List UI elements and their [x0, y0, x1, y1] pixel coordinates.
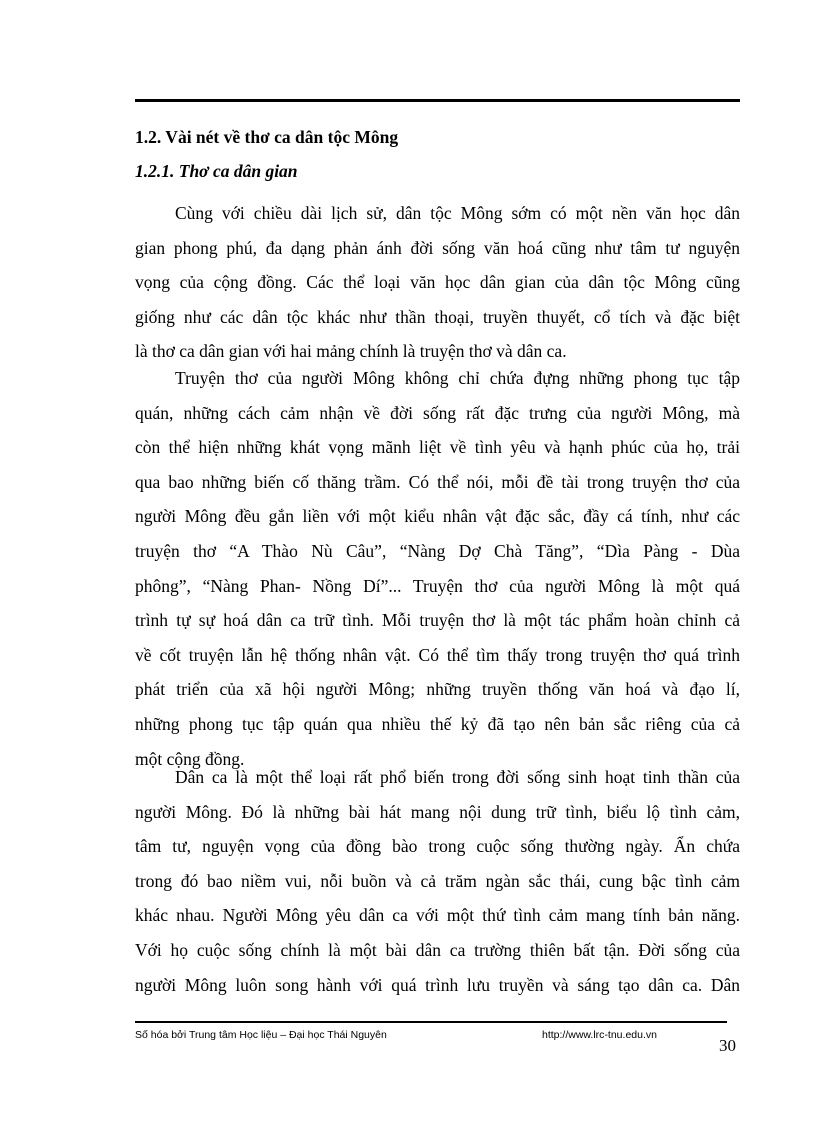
paragraph-1	[135, 196, 740, 369]
paragraph-line: quán, những cách cảm nhận về đời sống rất đặc trưng của người Mông, mà	[135, 402, 740, 423]
page-number: 30	[719, 1036, 736, 1055]
paragraph-line: phông”, “Nàng Phan- Nồng Dí”... Truyện thơ của người Mông là một quá	[135, 575, 740, 596]
paragraph-line: truyện thơ “A Thào Nù Câu”, “Nàng Dợ Chà Tăng”, “Dìa Pàng - Dùa	[135, 540, 740, 561]
paragraph-line: trình tự sự hoá dân ca trữ tình. Mỗi truyện thơ là một tác phẩm hoàn chỉnh cả	[135, 610, 740, 631]
footer-rule	[135, 1021, 727, 1023]
paragraph-line: Với họ cuộc sống chính là một bài dân ca trường thiên bất tận. Đời sống của	[135, 939, 740, 960]
footer-source: Số hóa bởi Trung tâm Học liệu – Đại học Thái Nguyên	[135, 1029, 387, 1041]
footer-url: http://www.lrc-tnu.edu.vn	[542, 1029, 657, 1041]
paragraph-line: về cốt truyện lẫn hệ thống nhân vật. Có thể tìm thấy trong truyện thơ quá trình	[135, 644, 740, 665]
paragraph-line: gian phong phú, đa dạng phản ánh đời sống văn hoá cũng như tâm tư nguyện	[135, 237, 740, 258]
paragraph-line: giống như các dân tộc khác như thần thoại, truyền thuyết, cổ tích và đặc biệt	[135, 306, 740, 327]
paragraph-line: người Mông đều gắn liền với một kiểu nhân vật đặc sắc, đầy cá tính, như các	[135, 506, 740, 527]
paragraph-line: còn thể hiện những khát vọng mãnh liệt về tình yêu và hạnh phúc của họ, trải	[135, 437, 740, 458]
paragraph-line: Truyện thơ của người Mông không chỉ chứa đựng những phong tục tập	[175, 368, 740, 388]
paragraph-line: Cùng với chiều dài lịch sử, dân tộc Mông sớm có một nền văn học dân	[175, 203, 740, 223]
paragraph-line: những phong tục tập quán qua nhiều thế kỷ đã tạo nên bản sắc riêng của cả	[135, 713, 740, 734]
paragraph-line: Dân ca là một thể loại rất phổ biến trong đời sống sinh hoạt tinh thần của	[175, 767, 740, 787]
paragraph-2	[135, 361, 740, 776]
paragraph-line: một cộng đồng.	[135, 748, 245, 769]
subsection-heading: 1.2.1. Thơ ca dân gian	[135, 161, 298, 181]
paragraph-line: tâm tư, nguyện vọng của đồng bào trong cuộc sống thường ngày. Ẩn chứa	[135, 836, 740, 857]
paragraph-line: trong đó bao niềm vui, nỗi buồn và cả trăm ngàn sắc thái, cung bậc tình cảm	[135, 870, 740, 891]
paragraph-line: phát triển của xã hội người Mông; những truyền thống văn hoá và đạo lí,	[135, 679, 740, 700]
paragraph-3	[135, 760, 740, 1002]
paragraph-line: người Mông luôn song hành với quá trình lưu truyền và sáng tạo dân ca. Dân	[135, 974, 740, 995]
section-heading: 1.2. Vài nét về thơ ca dân tộc Mông	[135, 127, 399, 147]
header-rule	[135, 99, 740, 102]
paragraph-line: vọng của cộng đồng. Các thể loại văn học dân gian của dân tộc Mông cũng	[135, 272, 740, 293]
paragraph-line: qua bao những biến cố thăng trầm. Có thể nói, mỗi đề tài trong truyện thơ của	[135, 471, 740, 492]
paragraph-line: khác nhau. Người Mông yêu dân ca với một thứ tình cảm mang tính bản năng.	[135, 905, 740, 926]
paragraph-line: người Mông. Đó là những bài hát mang nội dung trữ tình, biểu lộ tình cảm,	[135, 801, 740, 822]
paragraph-line: là thơ ca dân gian với hai mảng chính là truyện thơ và dân ca.	[135, 341, 567, 362]
